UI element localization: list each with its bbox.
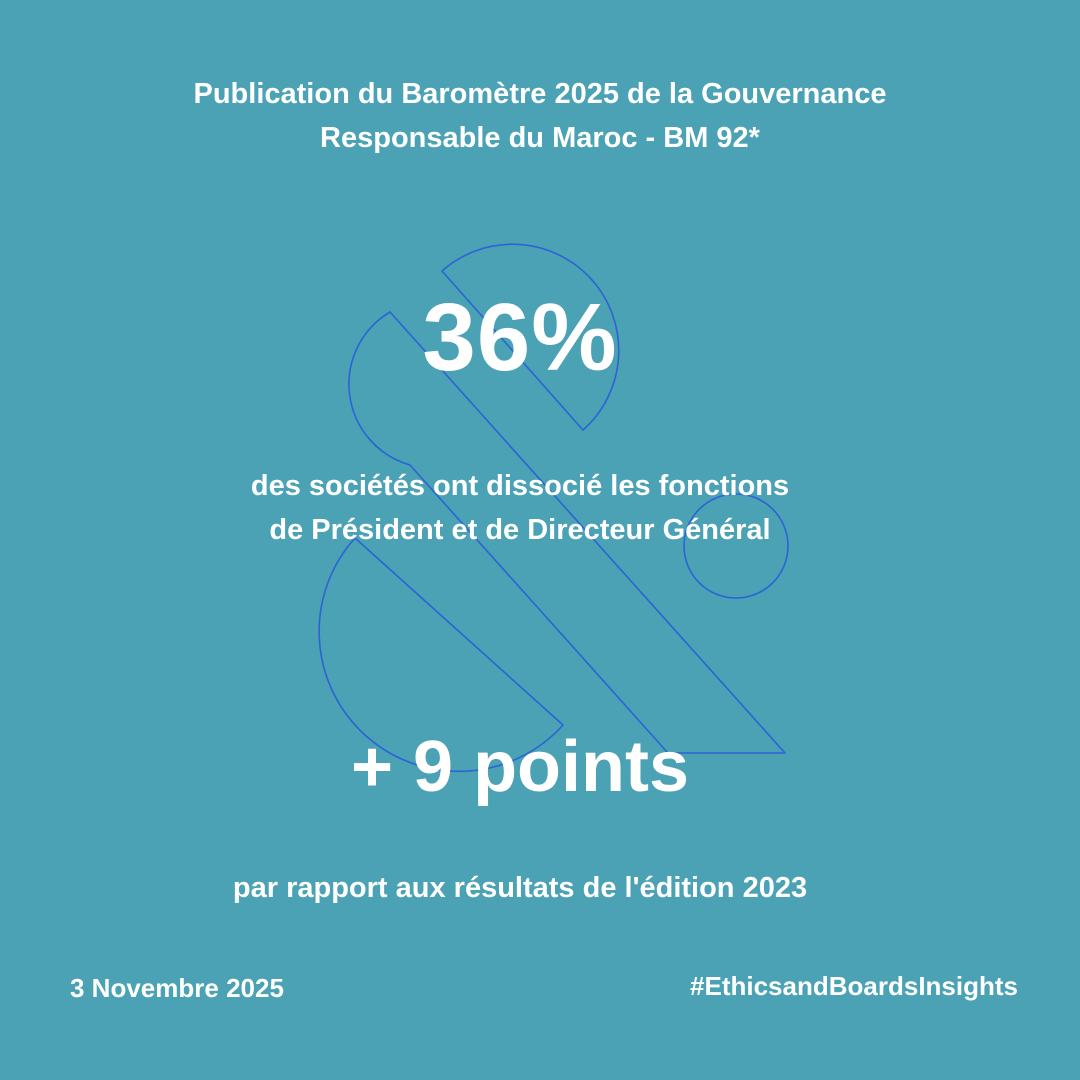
main-stat-description	[140, 464, 900, 552]
main-stat-description-line-1: des sociétés ont dissocié les fonctions	[250, 470, 790, 502]
publication-date: 3 Novembre 2025	[70, 973, 284, 1003]
change-stat-value: + 9 points	[350, 727, 690, 807]
headline-line-2: Responsable du Maroc - BM 92*	[320, 122, 760, 154]
main-stat-value: 36%	[422, 284, 618, 391]
main-stat-description-line-2: de Président et de Directeur Général	[269, 514, 771, 546]
change-stat-description: par rapport aux résultats de l'édition 2023	[232, 872, 808, 904]
hashtag[interactable]: #EthicsandBoardsInsights	[690, 971, 1018, 1001]
headline-line-1: Publication du Baromètre 2025 de la Gouvernance	[193, 78, 887, 110]
headline	[90, 72, 990, 160]
